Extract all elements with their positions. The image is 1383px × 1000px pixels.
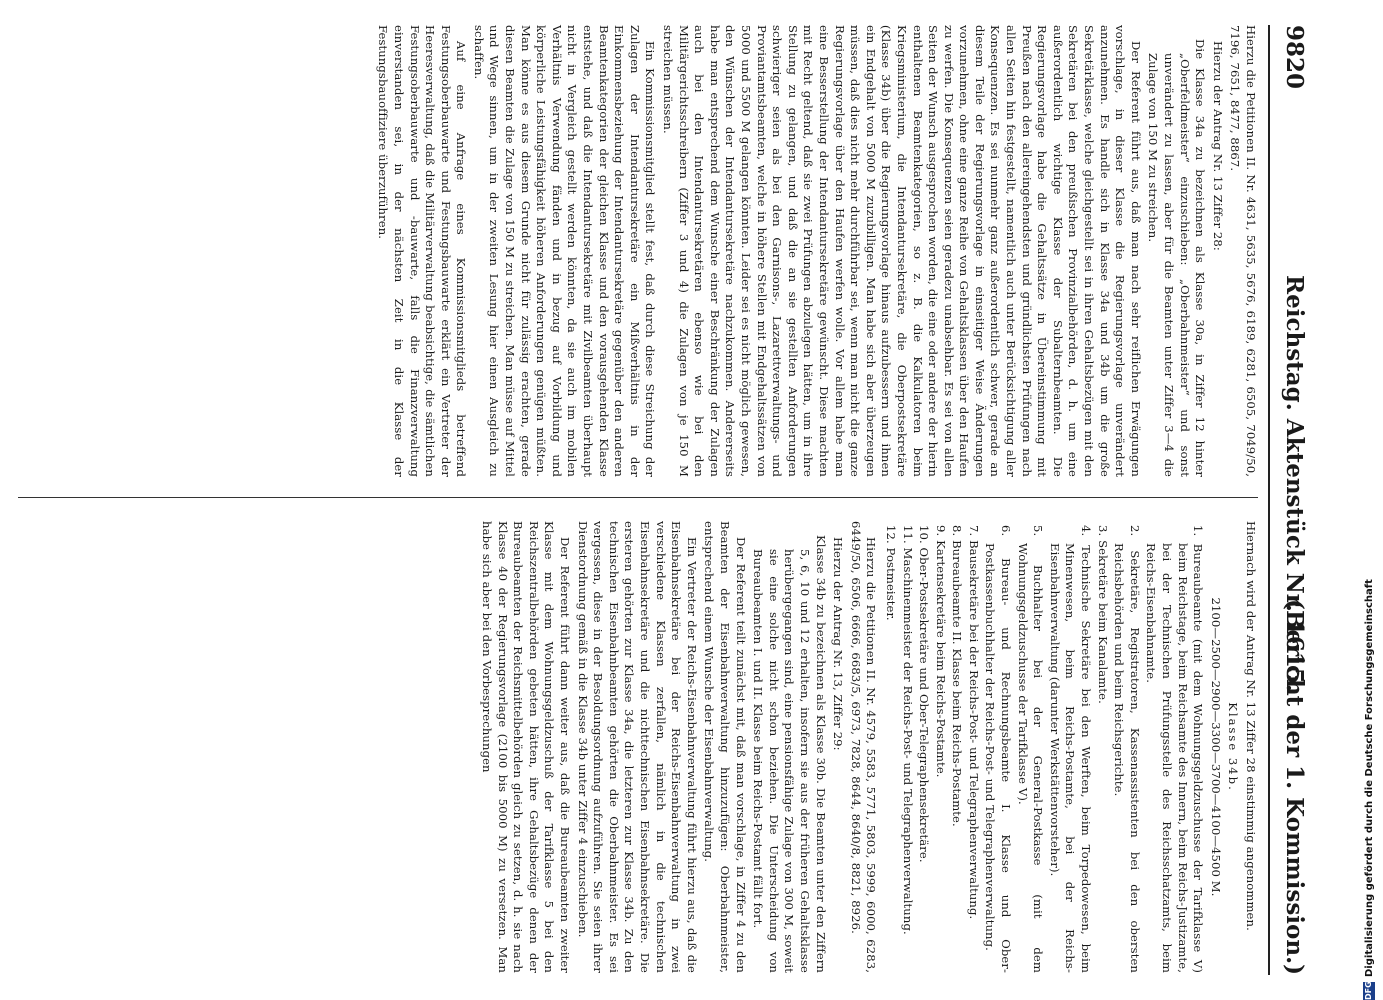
list-item-number: 7. [966, 525, 981, 537]
list-item-number: 3. [1095, 525, 1110, 537]
list-item-number: 12. [883, 525, 898, 544]
list-item-text: Postmeister. [883, 547, 898, 621]
list-item [1014, 521, 1045, 973]
list-item-text: Sekretäre, Registratoren, Kassenassistenten bei den obersten Reichsbehörden und beim Reichsgerichte. [1112, 543, 1142, 973]
list-item-text: Buchhalter bei der General-Postkasse (mit dem Wohnungsgeldzuschusse der Tarifklasse V). [1015, 543, 1046, 973]
right-paragraph: Klasse 34b zu bezeichnen als Klasse 30b. Die Beamten unter den Ziffern 5, 6, 10 und 12 erhalten, insofern sie aus der früheren Gehaltsklasse herübergegangen sind, eine pensionsfähige Zulage von 300 M, soweit sie eine solche nicht schon beziehen. Die Unterscheidung von Bureaubeamten I. und II. Klasse beim Reichs-Postamt fällt fort. [751, 535, 828, 973]
list-item-number: 10. [917, 525, 932, 544]
left-paragraph: Auf eine Anfrage eines Kommissionsmitglieds betreffend Festungsoberbauwarte und Festungsbauwarte erklärt ein Vertreter der Heeresverwaltung, daß die Militärverwaltung beabsichtige, die sämtlichen Festungsoberbauwarte und -bauwarte, falls die Finanzverwaltung einverstanden sei, in der nächsten Zeit in die Klasse der Festungsbauoffiziere überzuführen. [376, 25, 469, 477]
right-paragraph: Der Referent teilt zunächst mit, daß man vorschlage, in Ziffer 4 zu den Beamten der Eisenbahnverwaltung hinzuzufügen: Oberbahnmeister, entsprechend einem Wunsche der Eisenbahnverwaltung. [702, 521, 748, 973]
list-item [1046, 521, 1093, 973]
list-item-number: 2. [1127, 525, 1142, 537]
list-item-text: Technische Sekretäre bei den Werften, beim Torpedowesen, beim Minenwesen, beim Reichs-Postamte, bei der Reichs-Eisenbahnverwaltung (darunter Werkstättenvorsteher). [1047, 543, 1094, 973]
right-paragraph: Der Referent führt dann weiter aus, daß die Bureaubeamten zweiter Klasse mit dem Wohnungsgeldzuschuß der Tarifklasse 5 bei den Reichszentralbehörden gebeten hätten, ihre Gehaltsbezüge denen der Bureaubeamten der Reichsmittelbehörden gleich zu setzen, d. h. sie nach Klasse 40 der Regierungsvorlage (2100 bis 5000 M) zu versetzen. Man habe sich aber bei den Vorbesprechungen [480, 521, 573, 973]
list-item-number: 1. [1191, 525, 1206, 537]
list-item-number: 5. [1031, 525, 1046, 537]
right-paragraph: Ein Vertreter der Reichs-Eisenbahnverwaltung führt hierzu aus, daß die Eisenbahnsekretäre bei der Reichs-Eisenbahnverwaltung in zwei verschiedene Klassen zerfallen, nämlich in die technischen Eisenbahnsekretäre und die nichttechnischen Eisenbahnsekretäre. Die ersteren gehörten zur Klasse 34a, die letzteren zur Klasse 34b. Zu den technischen Eisenbahnbeamten gehörten die Oberbahnmeister. Es sei vergessen, diese in der Besoldungsordnung aufzuführen. Sie seien ihrer Dienstordnung gemäß in die Klasse 34b unter Ziffer 4 einzuschieben. [575, 521, 699, 973]
list-item [1094, 521, 1110, 973]
header-rule [1268, 25, 1270, 975]
list-item-number: 6. [999, 525, 1014, 537]
intro-paragraph: Hiernach wird der Antrag Nr. 13 Ziffer 28 einstimmig angenommen. [1244, 521, 1258, 931]
page-number: 9820 [1281, 25, 1308, 90]
list-item [1143, 521, 1205, 973]
right-paragraph: Hierzu die Petitionen II. Nr. 4579, 5583, 5771, 5803, 5999, 6000, 6283, 6449/50, 6506, 6666, 6683/5, 6973, 7828, 8644, 8640/8, 8821, 8926. [848, 521, 879, 973]
document-subtitle: (Bericht der 1. Kommission.) [1281, 599, 1308, 975]
salary-scale: 2100—2500—2900—3300—3700—4100—4500 M. [1208, 597, 1223, 897]
document-title: Reichstag. Aktenstück Nr. 1615. [1281, 275, 1308, 692]
list-item-text: Kartensekretäre beim Reichs-Postamte. [933, 540, 948, 778]
left-paragraph: Die Klasse 34a zu bezeichnen als Klasse 30a, in Ziffer 12 hinter „Oberfeldmeister“ einzuschieben: „Oberbahnmeister“ und sonst unverändert zu lassen, aber für die Beamten unter Ziffer 3—4 die Zulage von 150 M zu streichen. [1146, 39, 1208, 477]
list-item-number: 8. [950, 525, 965, 537]
right-paragraphs [479, 521, 879, 973]
right-column [477, 521, 1259, 973]
list-item-text: Bausekretäre bei der Reichs-Post- und Telegraphenverwaltung. [966, 540, 981, 920]
list-item-text: Ober-Postsekretäre und Ober-Telegraphensekretäre. [917, 547, 932, 863]
list-item [965, 521, 981, 973]
document-page [0, 25, 1310, 975]
list-item [982, 521, 1013, 973]
class-heading: Klasse 34b. [1226, 702, 1241, 792]
position-list [882, 521, 1205, 973]
list-item-number: 9. [933, 525, 948, 537]
list-item-number: 11. [900, 525, 915, 544]
credit-text-container [1360, 0, 1376, 1000]
left-paragraph: Hierzu der Antrag Nr. 13 Ziffer 28: [1210, 41, 1225, 251]
list-item [916, 521, 932, 973]
list-item-text: Bureaubeamte (mit dem Wohnungsgeldzuschusse der Tarifklasse V) beim Reichstage, beim Reichsamte des Innern, beim Reichs-Justizamte, bei der Technischen Prüfungsstelle des Reichsschatzamts, beim Reichs-Eisenbahnamte. [1144, 543, 1206, 973]
list-item-number: 4. [1079, 525, 1094, 537]
list-item [882, 521, 898, 973]
left-paragraph: Hierzu die Petitionen II. Nr. 4631, 5635, 5676, 6189, 6281, 6505, 7049/50, 7196, 7651, 8477, 8867. [1228, 25, 1258, 477]
list-item-text: Bureaubeamte II. Klasse beim Reichs-Postamte. [950, 540, 965, 827]
list-item [899, 521, 915, 973]
list-item-text: Bureau- und Rechnungsbeamte I. Klasse und Ober-Postkassenbuchhalter der Reichs-Post- und Telegraphenverwaltung. [983, 543, 1014, 973]
left-column [373, 25, 1258, 477]
dfg-logo: DFG [1364, 981, 1373, 1000]
list-item [932, 521, 948, 973]
credit-text: Digitalisierung gefördert durch die Deutsche Forschungsgemeinschaft [1364, 579, 1375, 977]
left-paragraph: Ein Kommissionsmitglied stellt fest, daß durch diese Streichung der Zulagen der Intendantursekretäre ein Mißverhältnis in der Einkommensbeziehung der Intendantursekretäre gegenüber den anderen Beamtenkategorien der gleichen Klasse und den vorausgehenden Klasse entstehe, und daß die Intendantursekretäre mit Zivilbeamten überhaupt nicht in Vergleich gestellt werden könnten, da sie auch im mobilen Verhältnis Verwendung fänden und in bezug auf Vorbildung und körperliche Leistungsfähigkeit höheren Anforderungen genügen müßten. Man könne es aus diesem Grunde nicht für zulässig erachten, gerade diesen Beamten die Zulage von 150 M zu streichen. Man müsse auf Mittel und Wege sinnen, um in der zweiten Lesung hier einen Ausgleich zu schaffen. [471, 25, 658, 477]
list-item [949, 521, 965, 973]
column-divider [18, 497, 1258, 498]
page-header [1270, 25, 1310, 975]
list-item-text: Sekretäre beim Kanalamte. [1095, 540, 1110, 704]
list-item [1111, 521, 1142, 973]
digitization-credit [1360, 0, 1382, 1000]
list-item-text: Maschinenmeister der Reichs-Post- und Telegraphenverwaltung. [900, 547, 915, 935]
right-paragraph: Hierzu der Antrag Nr. 13, Ziffer 29: [831, 537, 846, 751]
left-paragraph: Der Referent führt aus, daß man nach sehr reiflichen Erwägungen vorschlage, in dieser Klasse die Regierungsvorlage unverändert anzunehmen. Es handle sich in Klasse 34a und 34b um die große Sekretärklasse, welche gleichgestellt sei in ihren Gehaltsbezügen mit den Sekretären bei den preußischen Provinzialbehörden, d. h. um eine außerordentlich wichtige Klasse der Subalternbeamten. Die Regierungsvorlage habe die Gehaltssätze in Übereinstimmung mit Preußen nach den allereingehendsten und gründlichsten Prüfungen nach allen Seiten hin festgestellt, namentlich auch unter Berücksichtigung aller Konsequenzen. Es sei nunmehr ganz außerordentlich schwer, gerade an diesem Teile der Regierungsvorlage in einseitiger Weise Änderungen vorzunehmen, ohne eine ganze Reihe von Gehaltsklassen über den Haufen zu werfen. Die Konsequenzen seien geradezu unabsehbar. Es sei von allen Seiten der Wunsch ausgesprochen worden, die eine oder andere der hierin enthaltenen Beamtenkategorien, so z. B. die Kalkulatoren beim Kriegsministerium, die Intendantursekretäre, die Oberpostsekretäre (Klasse 34b) über die Regierungsvorlage hinaus aufzubessern und ihnen ein Endgehalt von 5000 M zuzubilligen. Man habe sich aber überzeugen müssen, daß dies nicht mehr durchführbar sei, wenn man nicht die ganze Regierungsvorlage über den Haufen werfen wolle. Vor allem habe man eine Besserstellung der Intendantursekretäre gewünscht. Diese machten mit Recht geltend, daß sie zwei Prüfungen abzulegen hätten, um in ihre Stellung zu gelangen, und daß die an sie gestellten Anforderungen schwieriger seien als bei den Garnisons-, Lazarettverwaltungs- und Proviantamtsbeamten, welche in höhere Stellen mit Endgehaltssätzen von 5000 und 5500 M gelangen könnten. Leider sei es nicht möglich gewesen, den Wünschen der Intendantursekretäre nachzukommen. Andererseits habe man entsprechend dem Wunsche einer Beschränkung der Zulagen auch bei den Intendantursekretären ebenso wie bei den Militärgerichtsschreibern (Ziffer 3 und 4) die Zulagen von je 150 M streichen müssen. [661, 25, 1143, 477]
